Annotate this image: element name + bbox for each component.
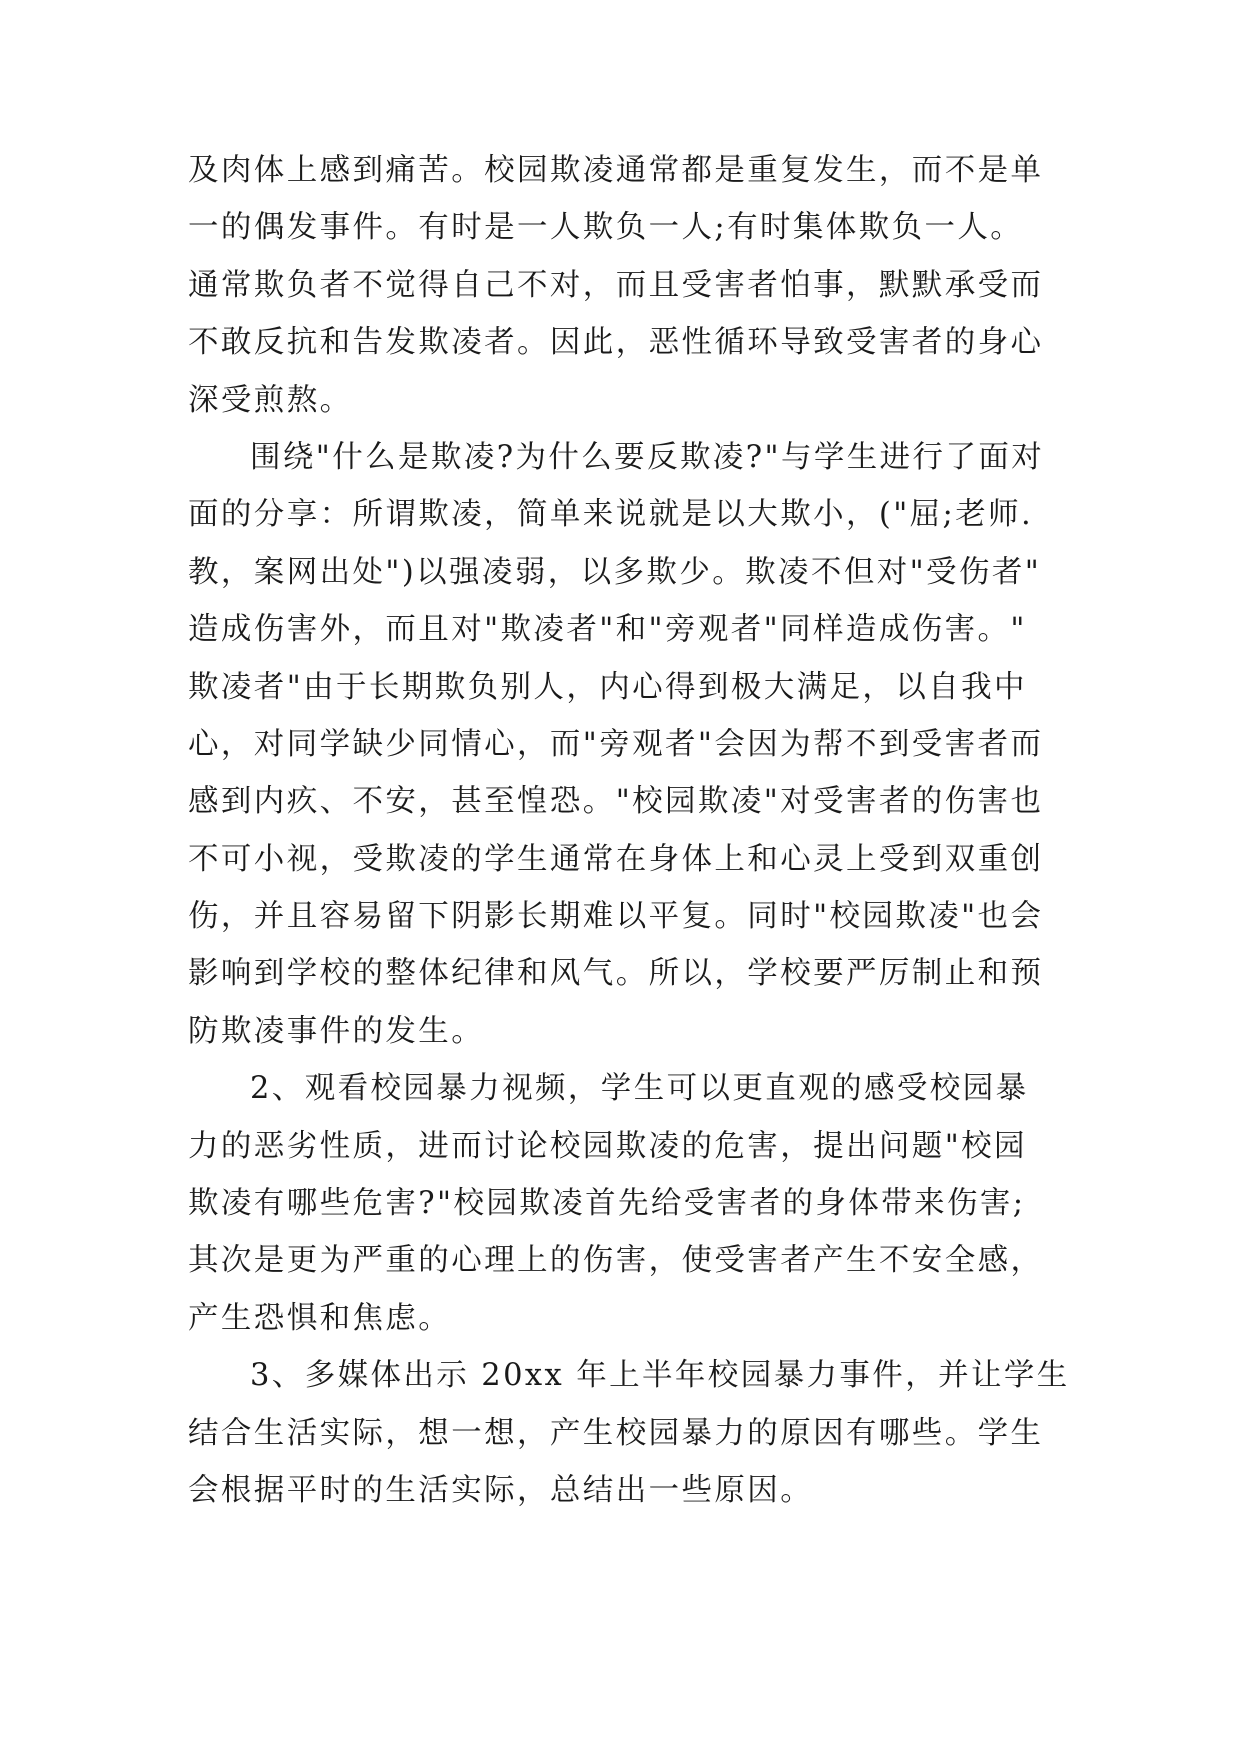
text-line: 防欺凌事件的发生。 [188,1013,485,1049]
text-line: 不敢反抗和告发欺凌者。因此，恶性循环导致受害者的身心 [188,325,1044,361]
body-text [188,142,1070,1519]
text-line: 深受煎熬。 [188,382,353,418]
text-line: 教，案网出处")以强凌弱，以多欺少。欺凌不但对"受伤者" [188,554,1042,590]
text-line: 产生恐惧和焦虑。 [188,1300,452,1336]
paragraph-start-line: 围绕"什么是欺凌?为什么要反欺凌?"与学生进行了面对 [250,439,1045,475]
text-line: 欺凌有哪些危害?"校园欺凌首先给受害者的身体带来伤害; [188,1186,1026,1222]
paragraph-start-line: 2、观看校园暴力视频，学生可以更直观的感受校园暴 [250,1071,1029,1107]
text-line: 伤，并且容易留下阴影长期难以平复。同时"校园欺凌"也会 [188,899,1044,935]
text-line: 一的偶发事件。有时是一人欺负一人;有时集体欺负一人。 [188,210,1024,246]
text-line: 心，对同学缺少同情心，而"旁观者"会因为帮不到受害者而 [188,726,1044,762]
text-line: 结合生活实际，想一想，产生校园暴力的原因有哪些。学生 [188,1415,1044,1451]
text-line: 造成伤害外，而且对"欺凌者"和"旁观者"同样造成伤害。" [188,612,1027,648]
text-line: 通常欺负者不觉得自己不对，而且受害者怕事，默默承受而 [188,267,1044,303]
text-line: 感到内疚、不安，甚至惶恐。"校园欺凌"对受害者的伤害也 [188,784,1044,820]
text-line: 会根据平时的生活实际，总结出一些原因。 [188,1472,814,1508]
text-line: 欺凌者"由于长期欺负别人，内心得到极大满足，以自我中 [188,669,1027,705]
text-line: 其次是更为严重的心理上的伤害，使受害者产生不安全感， [188,1243,1044,1279]
text-line: 不可小视，受欺凌的学生通常在身体上和心灵上受到双重创 [188,841,1044,877]
text-line: 影响到学校的整体纪律和风气。所以，学校要严厉制止和预 [188,956,1044,992]
text-line: 面的分享：所谓欺凌，简单来说就是以大欺小，("屈;老师. [188,497,1034,533]
text-line: 力的恶劣性质，进而讨论校园欺凌的危害，提出问题"校园 [188,1128,1027,1164]
paragraph-start-line: 3、多媒体出示 20xx 年上半年校园暴力事件，并让学生 [250,1358,1070,1394]
text-line: 及肉体上感到痛苦。校园欺凌通常都是重复发生，而不是单 [188,153,1044,188]
